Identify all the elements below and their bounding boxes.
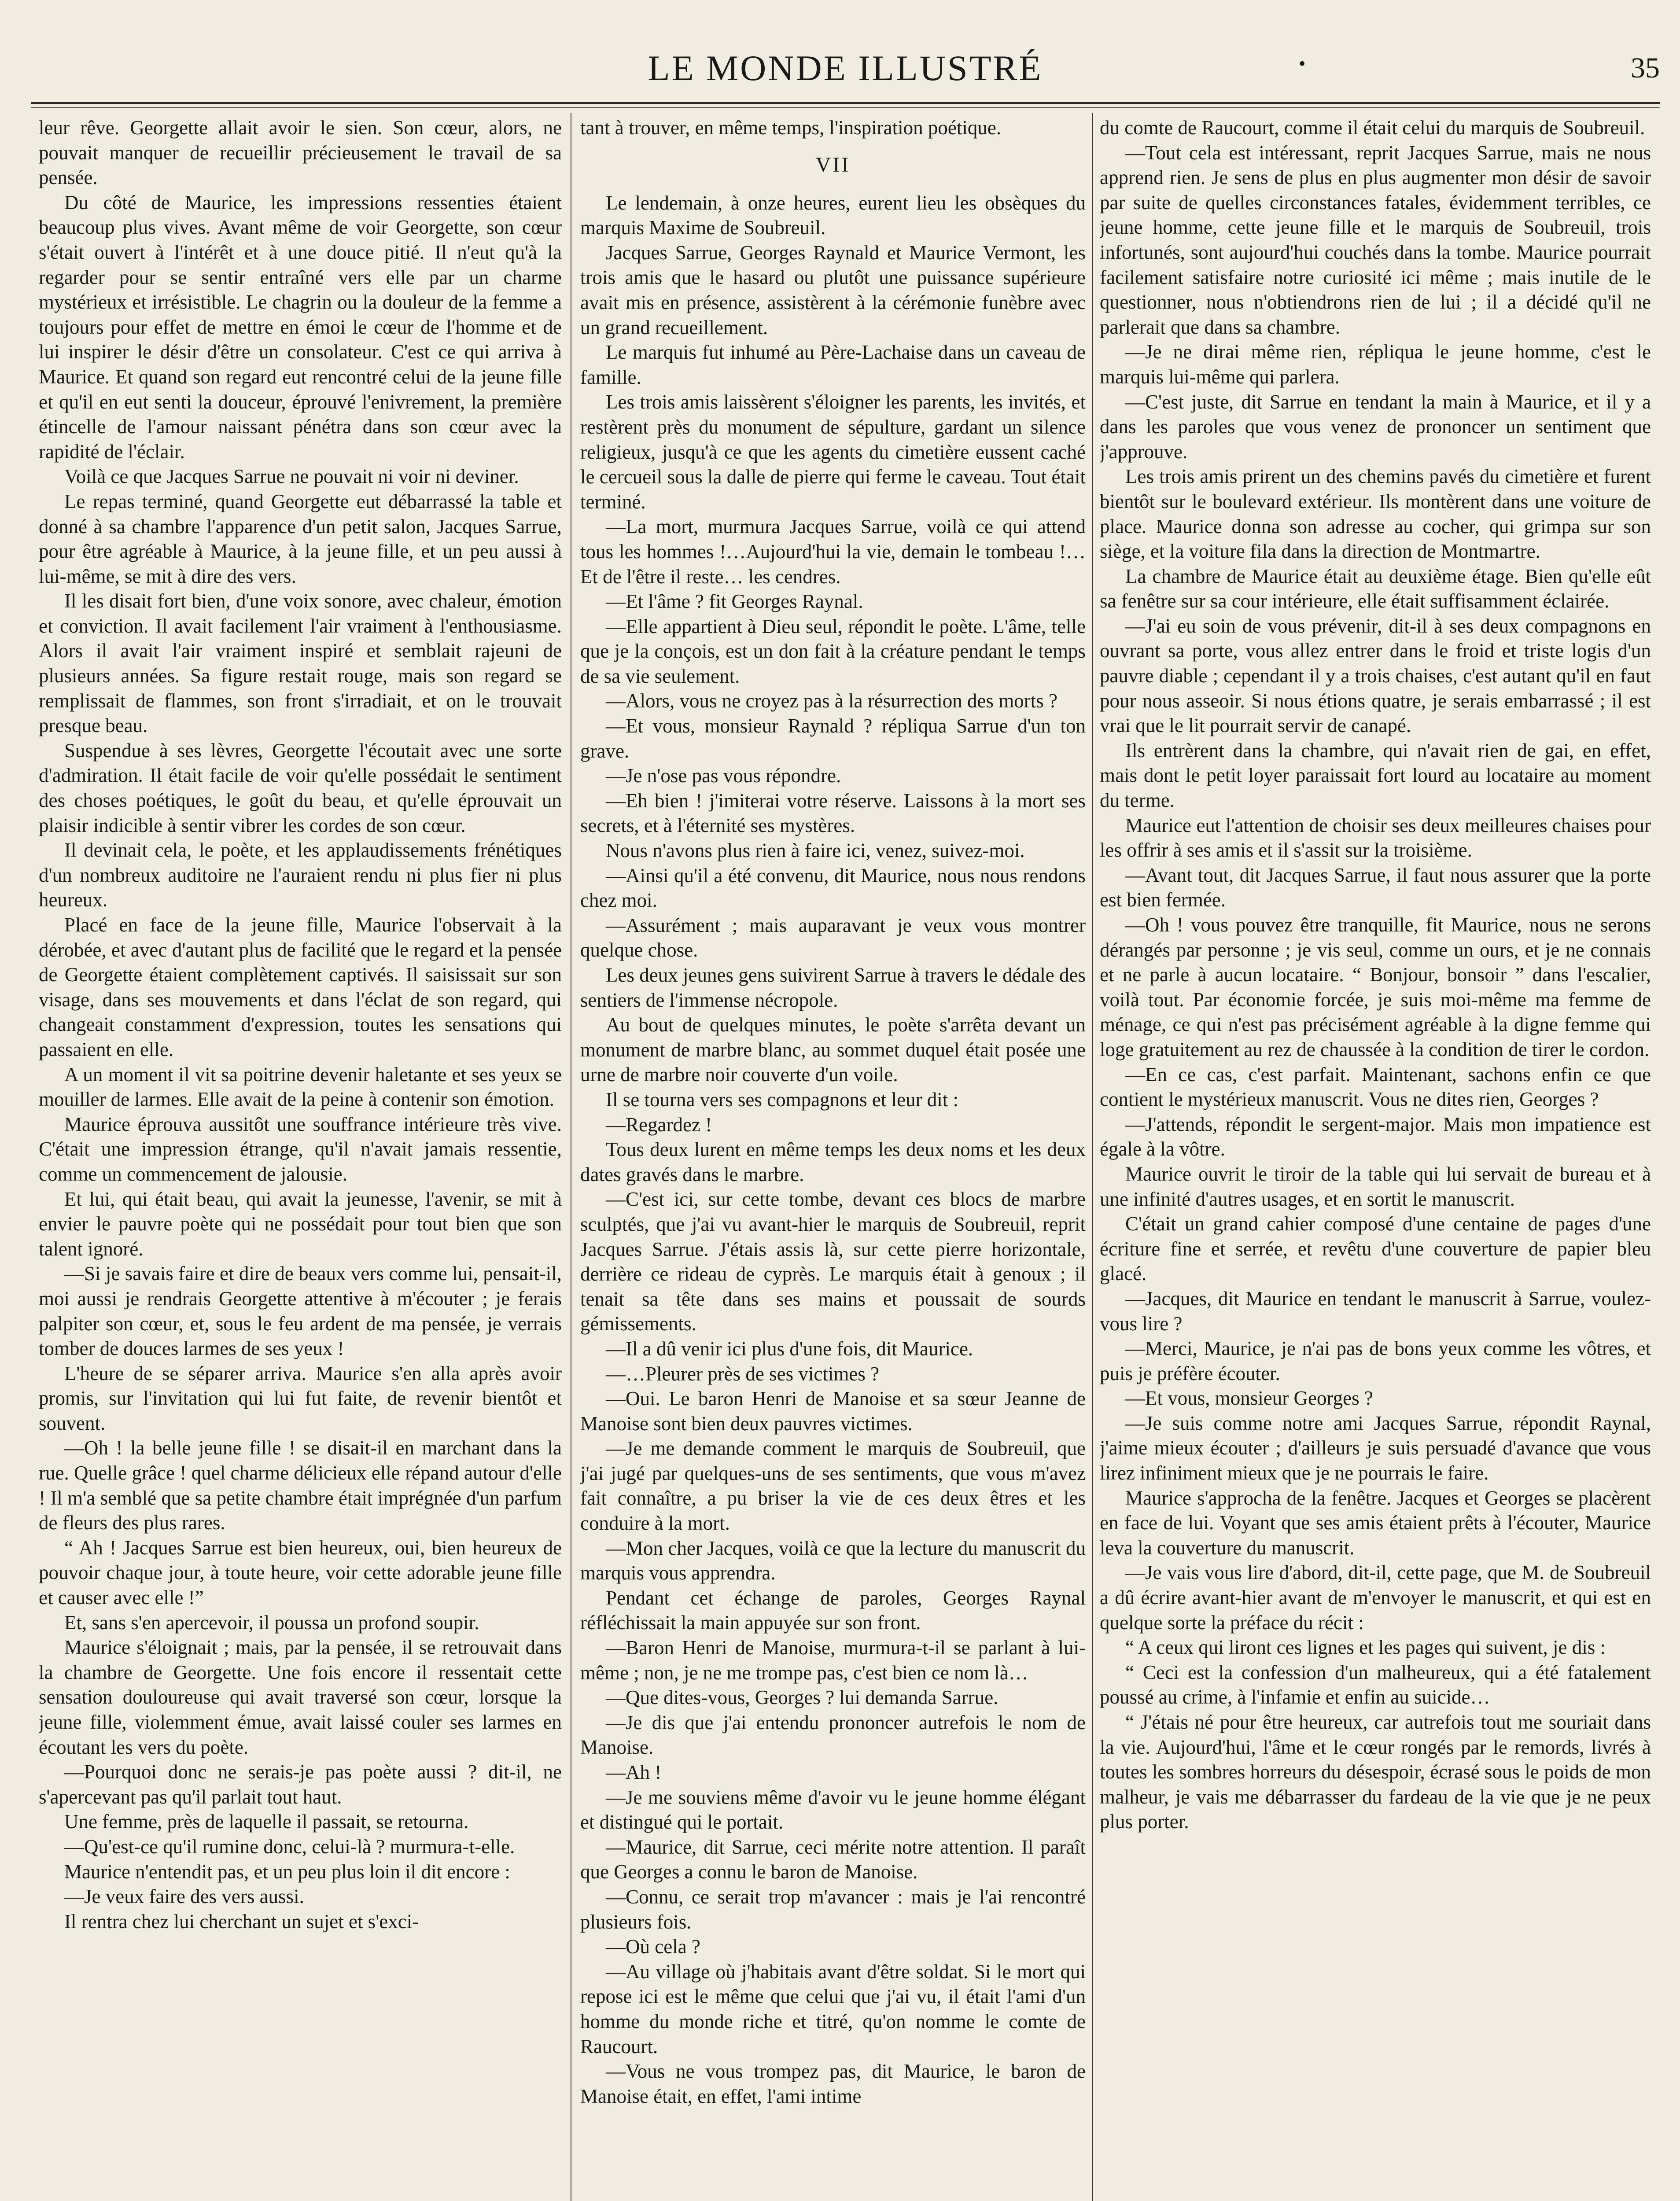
paragraph: Maurice s'approcha de la fenêtre. Jacques et Georges se placèrent en face de lui. Voyant que ses amis étaient prêts à l'écouter, Maurice leva la couverture du manuscrit.: [1100, 1487, 1651, 1559]
paragraph: tant à trouver, en même temps, l'inspiration poétique.: [580, 117, 1002, 139]
paragraph: —Eh bien ! j'imiterai votre réserve. Laissons à la mort ses secrets, et à l'éternité ses mystères.: [580, 789, 1086, 837]
paragraph: —Merci, Maurice, je n'ai pas de bons yeux comme les vôtres, et puis je préfère écouter.: [1100, 1337, 1651, 1384]
paragraph: —Alors, vous ne croyez pas à la résurrection des morts ?: [606, 690, 1057, 712]
printer-mark: •: [1299, 53, 1306, 74]
paragraph: —Jacques, dit Maurice en tendant le manuscrit à Sarrue, voulez-vous lire ?: [1100, 1287, 1651, 1335]
column-1: [39, 115, 562, 2201]
paragraph: —Connu, ce serait trop m'avancer : mais je l'ai rencontré plusieurs fois.: [580, 1885, 1086, 1933]
paragraph: Maurice s'éloignait ; mais, par la pensée, il se retrouvait dans la chambre de Georgette. Une fois encore il ressentait cette sensation douloureuse qui avait traversé son cœur, lorsque la jeune fille, violemment émue, avait laissé couler ses larmes en écoutant les vers du poète.: [39, 1636, 562, 1758]
paragraph: —Oh ! la belle jeune fille ! se disait-il en marchant dans la rue. Quelle grâce ! quel charme délicieux elle répand autour d'elle ! Il m'a semblé que sa petite chambre était imprégnée d'un parfum de fleurs des plus rares.: [39, 1437, 562, 1534]
paragraph: —Assurément ; mais auparavant je veux vous montrer quelque chose.: [580, 914, 1086, 961]
paragraph: Ils entrèrent dans la chambre, qui n'avait rien de gai, en effet, mais dont le petit loyer paraissait fort lourd au locataire au moment du terme.: [1100, 739, 1651, 812]
paragraph: du comte de Raucourt, comme il était celui du marquis de Soubreuil.: [1100, 117, 1645, 139]
paragraph: —La mort, murmura Jacques Sarrue, voilà ce qui attend tous les hommes !…Aujourd'hui la vie, demain le tombeau !…Et de l'être il reste… les cendres.: [580, 515, 1086, 588]
paragraph: —Maurice, dit Sarrue, ceci mérite notre attention. Il paraît que Georges a connu le baron de Manoise.: [580, 1836, 1086, 1883]
paragraph: —Au village où j'habitais avant d'être soldat. Si le mort qui repose ici est le même que celui que j'ai vu, il était l'ami d'un homme du monde riche et titré, qu'on nomme le comte de Raucourt.: [580, 1960, 1086, 2057]
paragraph: Il rentra chez lui cherchant un sujet et s'exci-: [64, 1910, 419, 1932]
paragraph: Et lui, qui était beau, qui avait la jeunesse, l'avenir, se mit à envier le pauvre poète qui ne possédait pour tout bien que son talent ignoré.: [39, 1188, 562, 1260]
paragraph: Les trois amis prirent un des chemins pavés du cimetière et furent bientôt sur le boulevard extérieur. Ils montèrent dans une voiture de place. Maurice donna son adresse au cocher, qui grimpa sur son siège, et la voiture fila dans la direction de Montmartre.: [1100, 465, 1651, 563]
paragraph: —Ainsi qu'il a été convenu, dit Maurice, nous nous rendons chez moi.: [580, 864, 1086, 912]
paragraph: —Pourquoi donc ne serais-je pas poète aussi ? dit-il, ne s'apercevant pas qu'il parlait tout haut.: [39, 1761, 562, 1808]
paragraph: —Avant tout, dit Jacques Sarrue, il faut nous assurer que la porte est bien fermée.: [1100, 864, 1651, 911]
header-rule: [31, 102, 1660, 104]
paragraph: Il se tourna vers ses compagnons et leur dit :: [606, 1088, 959, 1111]
paragraph: —Si je savais faire et dire de beaux vers comme lui, pensait-il, moi aussi je rendrais Georgette attentive à m'écouter ; je ferais palpiter son cœur, et, sous le feu ardent de ma pensée, je verrais tomber de douces larmes de ses yeux !: [39, 1262, 562, 1360]
paragraph: Il les disait fort bien, d'une voix sonore, avec chaleur, émotion et conviction. Il avait facilement l'air vraiment à l'enthousiasme. Alors il avait l'air vraiment inspiré et semblait rajeuni de plusieurs années. Sa figure restait rouge, mais son regard se remplissait de flammes, son front s'irradiait, et on le trouvait presque beau.: [39, 590, 562, 737]
paragraph: La chambre de Maurice était au deuxième étage. Bien qu'elle eût sa fenêtre sur sa cour intérieure, elle était suffisamment éclairée.: [1100, 565, 1651, 612]
paragraph: Suspendue à ses lèvres, Georgette l'écoutait avec une sorte d'admiration. Il était facile de voir qu'elle possédait le sentiment des choses poétiques, le goût du beau, et qu'elle éprouvait un plaisir indicible à sentir vibrer les cordes de son cœur.: [39, 739, 562, 836]
paragraph: Pendant cet échange de paroles, Georges Raynal réfléchissait la main appuyée sur son front.: [580, 1586, 1086, 1634]
paragraph: Le repas terminé, quand Georgette eut débarrassé la table et donné à sa chambre l'apparence d'un petit salon, Jacques Sarrue, pour être agréable à Maurice, à la jeune fille, et un peu aussi à lui-même, se mit à dire des vers.: [39, 490, 562, 587]
paragraph: Maurice n'entendit pas, et un peu plus loin il dit encore :: [64, 1860, 510, 1883]
paragraph: —Je suis comme notre ami Jacques Sarrue, répondit Raynal, j'aime mieux écouter ; d'ailleurs je suis persuadé d'avance que vous lirez infiniment mieux que je ne pourrais le faire.: [1100, 1412, 1651, 1484]
paragraph: —Je ne dirai même rien, répliqua le jeune homme, c'est le marquis lui-même qui parlera.: [1100, 341, 1651, 388]
paragraph: Voilà ce que Jacques Sarrue ne pouvait ni voir ni deviner.: [64, 465, 519, 488]
column-3: [1100, 115, 1651, 2201]
paragraph: —En ce cas, c'est parfait. Maintenant, sachons enfin ce que contient le mystérieux manuscrit. Vous ne dites rien, Georges ?: [1100, 1063, 1651, 1111]
paragraph: —Je me demande comment le marquis de Soubreuil, que j'ai jugé par quelques-uns de ses sentiments, que vous m'avez fait connaître, a pu briser la vie de ces deux êtres et les conduire à la mort.: [580, 1437, 1086, 1535]
paragraph: Au bout de quelques minutes, le poète s'arrêta devant un monument de marbre blanc, au sommet duquel était posée une urne de marbre noir couverte d'un voile.: [580, 1014, 1086, 1086]
header-rule-thin: [31, 107, 1660, 108]
paragraph: —Oui. Le baron Henri de Manoise et sa sœur Jeanne de Manoise sont bien deux pauvres victimes.: [580, 1388, 1086, 1435]
paragraph: —C'est juste, dit Sarrue en tendant la main à Maurice, et il y a dans les paroles que vous venez de prononcer un sentiment que j'approuve.: [1100, 390, 1651, 463]
paragraph: —C'est ici, sur cette tombe, devant ces blocs de marbre sculptés, que j'ai vu avant-hier le marquis de Soubreuil, reprit Jacques Sarrue. J'étais assis là, sur cette pierre horizontale, derrière ce rideau de cyprès. Le marquis était à genoux ; il tenait sa tête dans ses mains et poussait de sourds gémissements.: [580, 1188, 1086, 1335]
paragraph: —Mon cher Jacques, voilà ce que la lecture du manuscrit du marquis vous apprendra.: [580, 1537, 1086, 1584]
paragraph: Et, sans s'en apercevoir, il poussa un profond soupir.: [64, 1611, 479, 1634]
paragraph: —Ah !: [606, 1761, 662, 1783]
paragraph: Il devinait cela, le poète, et les applaudissements frénétiques d'un nombreux auditoire ne l'auraient rendu ni plus fier ni plus heureux.: [39, 839, 562, 911]
paragraph: —Elle appartient à Dieu seul, répondit le poète. L'âme, telle que je la conçois, est un don fait à la créature pendant le temps de sa vie seulement.: [580, 615, 1086, 687]
newspaper-title: LE MONDE ILLUSTRÉ: [648, 48, 1043, 88]
paragraph: Le marquis fut inhumé au Père-Lachaise dans un caveau de famille.: [580, 341, 1086, 388]
paragraph: Maurice eut l'attention de choisir ses deux meilleures chaises pour les offrir à ses amis et il s'assit sur la troisième.: [1100, 814, 1651, 861]
paragraph: “ Ah ! Jacques Sarrue est bien heureux, oui, bien heureux de pouvoir chaque jour, à toute heure, voir cette adorable jeune fille et causer avec elle !”: [39, 1536, 562, 1609]
paragraph: Maurice éprouva aussitôt une souffrance intérieure très vive. C'était une impression étrange, qu'il n'avait jamais ressentie, comme un commencement de jalousie.: [39, 1113, 562, 1185]
paragraph: —Je me souviens même d'avoir vu le jeune homme élégant et distingué qui le portait.: [580, 1786, 1086, 1833]
paragraph: —Je veux faire des vers aussi.: [64, 1885, 304, 1908]
paragraph: —J'ai eu soin de vous prévenir, dit-il à ses deux compagnons en ouvrant sa porte, vous allez entrer dans le froid et triste logis d'un pauvre diable ; cependant il y a trois chaises, c'est autant qu'il en faut pour nous asseoir. Si nous étions quatre, je serais embarrassé ; il est vrai que le lit pourrait servir de canapé.: [1100, 615, 1651, 737]
paragraph: —Tout cela est intéressant, reprit Jacques Sarrue, mais ne nous apprend rien. Je sens de plus en plus augmenter mon désir de savoir par suite de quelles circonstances fatales, évidemment terribles, ce jeune homme, cette jeune fille et le marquis de Soubreuil, trois infortunés, sont aujourd'hui couchés dans la tombe. Maurice pourrait facilement satisfaire notre curiosité ici même ; mais inutile de le questionner, nous n'obtiendrons rien de lui ; il a décidé qu'il ne parlerait que dans sa chambre.: [1100, 141, 1651, 338]
paragraph: L'heure de se séparer arriva. Maurice s'en alla après avoir promis, sur l'invitation qui lui fut faite, de revenir bientôt et souvent.: [39, 1362, 562, 1434]
paragraph: —Que dites-vous, Georges ? lui demanda Sarrue.: [606, 1686, 998, 1709]
paragraph: “ A ceux qui liront ces lignes et les pages qui suivent, je dis :: [1125, 1636, 1606, 1659]
paragraph: —Regardez !: [606, 1113, 712, 1136]
column-2: [580, 115, 1086, 2201]
paragraph: —Je dis que j'ai entendu prononcer autrefois le nom de Manoise.: [580, 1711, 1086, 1759]
paragraph: “ J'étais né pour être heureux, car autrefois tout me souriait dans la vie. Aujourd'hui, l'âme et le cœur rongés par le remords, livrés à toutes les sombres horreurs du désespoir, écrasé sous le poids de mon malheur, je vais me débarrasser du fardeau de la vie que je ne peux plus porter.: [1100, 1711, 1651, 1833]
paragraph: —Et vous, monsieur Georges ?: [1125, 1387, 1373, 1410]
chapter-heading: VII: [815, 153, 851, 177]
paragraph: leur rêve. Georgette allait avoir le sien. Son cœur, alors, ne pouvait manquer de recueillir précieusement le travail de sa pensée.: [39, 117, 562, 189]
paragraph: Placé en face de la jeune fille, Maurice l'observait à la dérobée, et avec d'autant plus de facilité que le regard et la pensée de Georgette étaient complètement captivés. Il saisissait sur son visage, dans ses mouvements et dans l'éclat de son regard, qui changeait constamment d'expression, toutes les sensations qui passaient en elle.: [39, 914, 562, 1060]
paragraph: —Baron Henri de Manoise, murmura-t-il se parlant à lui-même ; non, je ne me trompe pas, c'est bien ce nom là…: [580, 1637, 1086, 1684]
paragraph: Nous n'avons plus rien à faire ici, venez, suivez-moi.: [606, 839, 1025, 862]
paragraph: —Je n'ose pas vous répondre.: [606, 765, 841, 787]
paragraph: —Vous ne vous trompez pas, dit Maurice, le baron de Manoise était, en effet, l'ami intime: [580, 2060, 1086, 2107]
page-number: 35: [1631, 52, 1660, 84]
paragraph: —Et l'âme ? fit Georges Raynal.: [606, 590, 863, 613]
paragraph: Une femme, près de laquelle il passait, se retourna.: [64, 1811, 469, 1833]
paragraph: Les trois amis laissèrent s'éloigner les parents, les invités, et restèrent près du monument de sépulture, gardant un silence religieux, jusqu'à ce que les agents du cimetière eussent caché le cercueil sous la dalle de pierre qui ferme le caveau. Tout était terminé.: [580, 391, 1086, 513]
paragraph: Le lendemain, à onze heures, eurent lieu les obsèques du marquis Maxime de Soubreuil.: [580, 191, 1086, 239]
paragraph: —Où cela ?: [606, 1936, 700, 1958]
paragraph: —…Pleurer près de ses victimes ?: [606, 1362, 880, 1385]
paragraph: Jacques Sarrue, Georges Raynald et Maurice Vermont, les trois amis que le hasard ou plutôt une puissance supérieure avait mis en présence, assistèrent à la cérémonie funèbre avec un grand recueillement.: [580, 241, 1086, 339]
paragraph: Tous deux lurent en même temps les deux noms et les deux dates gravés dans le marbre.: [580, 1138, 1086, 1185]
column-divider: [1092, 113, 1093, 2201]
paragraph: Maurice ouvrit le tiroir de la table qui lui servait de bureau et à une infinité d'autres usages, et en sortit le manuscrit.: [1100, 1163, 1651, 1210]
paragraph: —J'attends, répondit le sergent-major. Mais mon impatience est égale à la vôtre.: [1100, 1113, 1651, 1160]
paragraph: Du côté de Maurice, les impressions ressenties étaient beaucoup plus vives. Avant même de voir Georgette, son cœur s'était ouvert à l'intérêt et à une douce pitié. Il n'eut qu'à la regarder pour se sentir entraîné vers elle par un charme mystérieux et irrésistible. Le chagrin ou la douleur de la femme a toujours pour effet de mettre en émoi le cœur de l'homme et de lui inspirer le désir d'être un consolateur. C'est ce qui arriva à Maurice. Et quand son regard eut rencontré celui de la jeune fille et qu'il en eut senti la douceur, éprouvé l'enivrement, la première étincelle de l'amour naissant pénétra dans son cœur avec la rapidité de l'éclair.: [39, 191, 562, 463]
paragraph: A un moment il vit sa poitrine devenir haletante et ses yeux se mouiller de larmes. Elle avait de la peine à contenir son émotion.: [39, 1063, 562, 1111]
paragraph: —Et vous, monsieur Raynald ? répliqua Sarrue d'un ton grave.: [580, 715, 1086, 762]
paragraph: C'était un grand cahier composé d'une centaine de pages d'une écriture fine et serrée, et revêtu d'une couverture de papier bleu glacé.: [1100, 1213, 1651, 1285]
paragraph: —Il a dû venir ici plus d'une fois, dit Maurice.: [606, 1337, 973, 1360]
paragraph: “ Ceci est la confession d'un malheureux, qui a été fatalement poussé au crime, à l'infamie et enfin au suicide…: [1100, 1661, 1651, 1708]
masthead: [31, 42, 1660, 95]
paragraph: —Qu'est-ce qu'il rumine donc, celui-là ? murmura-t-elle.: [64, 1835, 515, 1858]
paragraph: —Je vais vous lire d'abord, dit-il, cette page, que M. de Soubreuil a dû écrire avant-hier avant de m'envoyer le manuscrit, et qui est en quelque sorte la préface du récit :: [1100, 1561, 1651, 1634]
paragraph: Les deux jeunes gens suivirent Sarrue à travers le dédale des sentiers de l'immense nécropole.: [580, 964, 1086, 1011]
paragraph: —Oh ! vous pouvez être tranquille, fit Maurice, nous ne serons dérangés par personne ; je vis seul, comme un ours, et je ne connais et ne parle à aucun locataire. “ Bonjour, bonsoir ” dans l'escalier, voilà tout. Par économie forcée, je suis moi-même ma femme de ménage, ce qui n'est pas précisément agréable à la digne femme qui loge gratuitement au rez de chaussée à la condition de tirer le cordon.: [1100, 914, 1651, 1060]
